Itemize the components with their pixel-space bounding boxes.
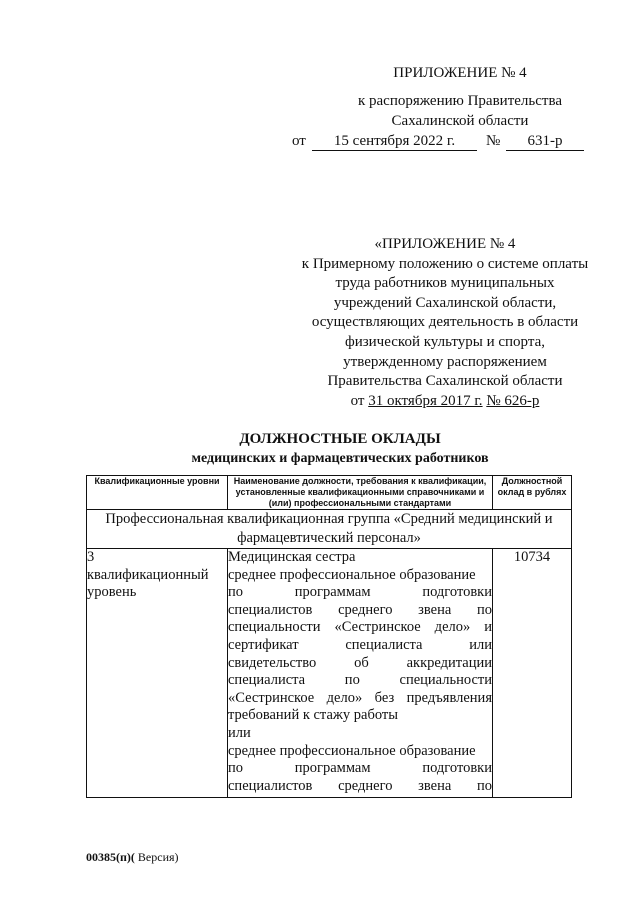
reference-title: «ПРИЛОЖЕНИЕ № 4 [374,236,516,252]
salary-table [86,475,572,798]
professional-group-title: Профессиональная квалификационная группа «Средний медицинский и фармацевтический персонал» [87,510,572,549]
requirement-line: среднее профессиональное образование [228,742,476,759]
footer-version: Версия) [134,850,179,864]
reference-line: учреждений Сахалинской области, [333,294,557,311]
appendix-signature-row [290,131,590,153]
document-heading: ДОЛЖНОСТНЫЕ ОКЛАДЫ [239,431,441,447]
requirement-line: специалистов среднего звена по [228,601,492,618]
requirement-line: свидетельство об аккредитации [228,654,492,671]
footer-code [86,850,179,865]
appendix-block [290,63,590,153]
appendix-line-2: Сахалинской области [391,113,529,129]
appendix-from-label: от [292,133,306,149]
requirement-line: «Сестринское дело» без предъявления [228,689,492,706]
qualification-level-line: уровень [87,584,137,601]
appendix-date: 15 сентября 2022 г. [312,132,477,151]
document-subheading: медицинских и фармацевтических работников [191,451,489,466]
reference-line: утвержденному распоряжением [343,353,547,370]
requirement-line: по программам подготовки [228,584,492,601]
reference-line: осуществляющих деятельность в области [311,314,579,331]
reference-block [290,235,600,411]
requirement-line: сертификат специалиста или [228,636,492,653]
reference-date-row [290,392,600,412]
table-group-row [87,510,572,549]
footer-code-text: 00385(п)( [86,850,135,864]
reference-number: № 626-р [486,392,540,409]
qualification-level-cell [87,549,228,798]
reference-line: физической культуры и спорта, [344,333,545,350]
requirement-line: специальности «Сестринское дело» и [228,619,492,636]
requirement-line: или [228,724,251,741]
requirement-line: по программам подготовки [228,760,492,777]
table-header-row [87,476,572,510]
qualification-level-line: 3 [87,549,95,565]
requirement-line: среднее профессиональное образование [228,566,476,583]
reference-from-label: от [350,392,365,409]
requirement-line: требований к стажу работы [228,707,398,724]
header-qualification-levels: Квалификационные уровни [87,476,228,510]
appendix-number: 631-р [506,132,584,151]
appendix-line-1: к распоряжению Правительства [357,93,562,109]
reference-line: труда работников муниципальных [335,275,555,292]
appendix-number-label: № [486,133,501,149]
position-name: Медицинская сестра [228,549,356,565]
requirement-line: специалиста по специальности [228,672,492,689]
appendix-title: ПРИЛОЖЕНИЕ № 4 [393,65,527,81]
requirement-line: специалистов среднего звена по [228,777,492,794]
reference-line: к Примерному положению о системе оплаты [301,255,589,272]
header-salary: Должностной оклад в рублях [493,476,572,510]
qualification-level-line: квалификационный [87,566,209,583]
salary-value: 10734 [493,549,572,798]
header-position-requirements: Наименование должности, требования к квалификации, установленные квалификационными справочниками и (или) профессиональными стандартами [228,476,493,510]
requirements-cell [228,549,493,798]
table-row [87,549,572,798]
reference-date: 31 октября 2017 г. [368,392,483,409]
reference-line: Правительства Сахалинской области [327,373,563,390]
